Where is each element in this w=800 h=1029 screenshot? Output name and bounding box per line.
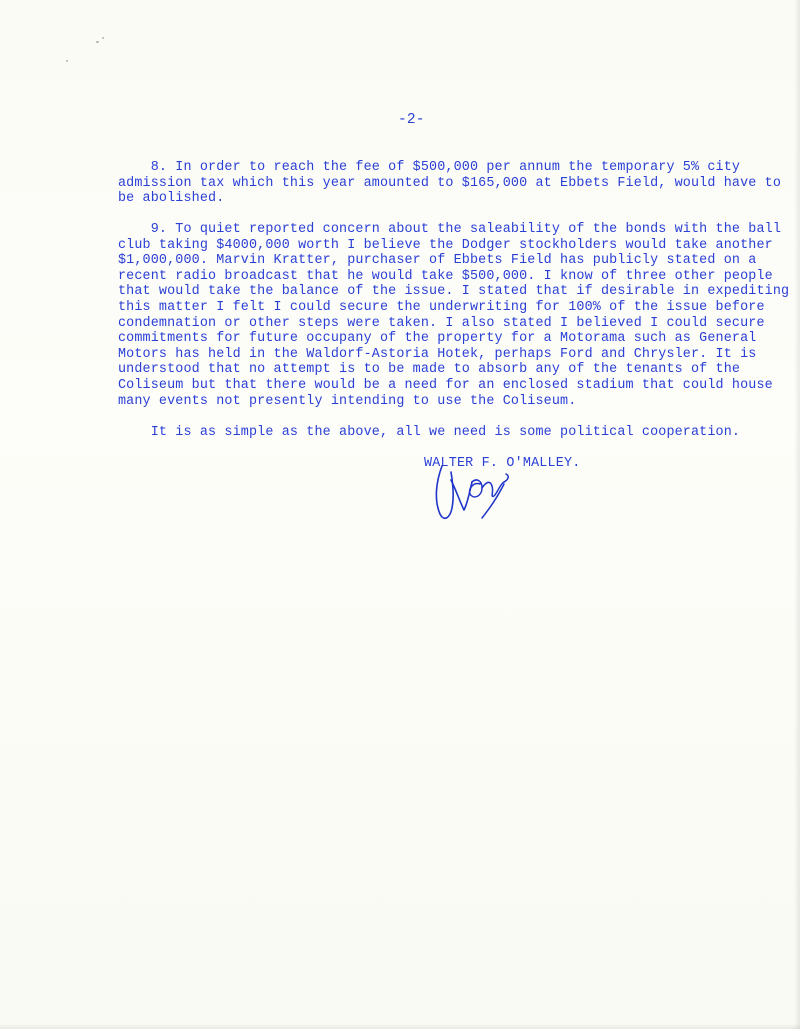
- paper-speck: [96, 41, 99, 43]
- text-line: $1,000,000. Marvin Kratter, purchaser of Ebbets Field has publicly stated on a: [118, 253, 757, 269]
- text-line: 9. To quiet reported concern about the saleability of the bonds with the ball: [118, 222, 782, 237]
- paper-speck: [102, 37, 104, 39]
- text-line: condemnation or other steps were taken. I also stated I believed I could secure: [118, 315, 765, 331]
- page-number: -2-: [398, 112, 425, 128]
- text-line: recent radio broadcast that he would take $500,000. I know of three other people: [118, 268, 773, 284]
- text-line: commitments for future occupany of the property for a Motorama such as General: [118, 331, 757, 347]
- handwritten-signature: [420, 460, 520, 526]
- text-line: many events not presently intending to use the Coliseum.: [118, 393, 577, 409]
- text-line: understood that no attempt is to be made to absorb any of the tenants of the: [118, 362, 741, 378]
- paragraph-item-8: [118, 160, 782, 207]
- text-line: Motors has held in the Waldorf-Astoria Hotek, perhaps Ford and Chrysler. It is: [118, 346, 757, 362]
- paper-speck: [66, 60, 68, 62]
- text-line: admission tax which this year amounted to $165,000 at Ebbets Field, would have to: [118, 175, 782, 191]
- text-line: this matter I felt I could secure the underwriting for 100% of the issue before: [118, 299, 765, 315]
- text-line: It is as simple as the above, all we need is some political cooperation.: [118, 425, 741, 440]
- page-edge-shadow: [794, 0, 800, 1029]
- typed-signature-name: WALTER F. O'MALLEY.: [424, 456, 581, 471]
- page-bottom-shadow: [0, 1024, 800, 1029]
- paragraph-closing: [118, 425, 768, 441]
- paragraph-item-9: [118, 222, 790, 409]
- text-line: Coliseum but that there would be a need for an enclosed stadium that could house: [118, 377, 773, 393]
- text-line: club taking $4000,000 worth I believe the Dodger stockholders would take another: [118, 237, 773, 253]
- text-line: that would take the balance of the issue. I stated that if desirable in expediting: [118, 284, 790, 300]
- text-line: 8. In order to reach the fee of $500,000 per annum the temporary 5% city: [118, 160, 741, 175]
- text-line: be abolished.: [118, 191, 225, 207]
